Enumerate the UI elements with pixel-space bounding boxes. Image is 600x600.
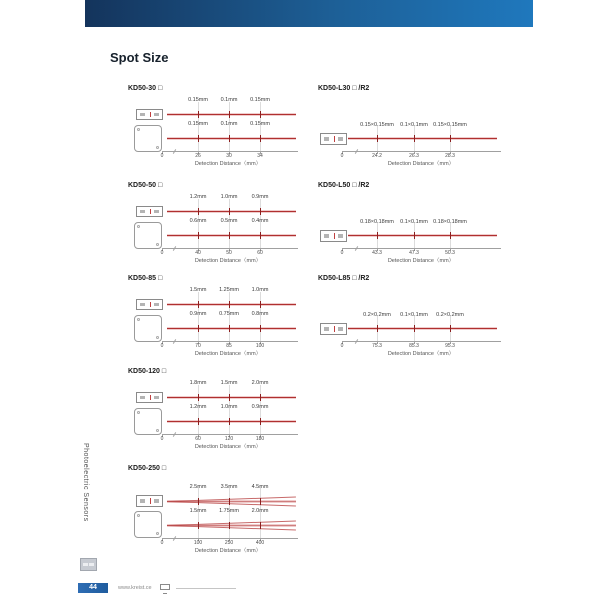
beam-line	[167, 211, 296, 212]
lens-mark	[140, 210, 145, 213]
beam-tick-mark	[260, 111, 261, 118]
beam-tick-mark	[198, 394, 199, 401]
spot-size-label: 0.9mm	[251, 194, 269, 200]
x-tick-label: 180	[255, 436, 265, 442]
detection-distance-label: Detection Distance（mm）	[387, 161, 455, 167]
lens-mark	[154, 303, 159, 306]
spot-size-label: 3.5mm	[220, 484, 238, 490]
chart-kd50-l50	[315, 182, 525, 277]
beam-line	[348, 138, 497, 139]
spot-size-label: 1.0mm	[251, 287, 269, 293]
lens-mark	[324, 137, 329, 141]
detection-distance-label: Detection Distance（mm）	[194, 548, 262, 554]
axis-origin-label: 0	[160, 436, 164, 442]
detection-distance-label: Detection Distance（mm）	[387, 351, 455, 357]
spot-size-label: 1.5mm	[189, 287, 207, 293]
beam-tick-mark	[260, 325, 261, 332]
emitter-mark	[150, 112, 151, 117]
detection-distance-label: Detection Distance（mm）	[194, 161, 262, 167]
emitter-mark	[334, 136, 335, 142]
emitter-mark	[150, 302, 151, 307]
beam-tick-mark	[198, 208, 199, 215]
spot-size-label: 2.5mm	[189, 484, 207, 490]
footer-website: www.kreist.ce	[118, 585, 152, 591]
chart-kd50-85	[110, 275, 315, 370]
footer-rule	[176, 588, 236, 589]
sensor-front-icon	[136, 392, 163, 403]
chart-title: KD50-50 □	[128, 182, 163, 189]
screw-detail	[156, 146, 159, 149]
x-tick-label: 70	[195, 343, 201, 349]
sensor-side-icon	[134, 315, 162, 342]
spot-size-label: 0.9mm	[189, 311, 207, 317]
x-axis-line	[162, 341, 298, 342]
laser-sensor-icon	[320, 133, 347, 145]
screw-detail	[137, 514, 140, 517]
spot-size-label: 0.1×0.1mm	[400, 219, 428, 225]
spot-size-label: 0.1mm	[220, 121, 238, 127]
spot-size-label: 0.18×0.18mm	[360, 219, 394, 225]
beam-tick-mark	[229, 522, 230, 529]
laser-sensor-icon	[320, 323, 347, 335]
screw-detail	[156, 243, 159, 246]
beam-line	[167, 328, 296, 329]
beam-tick-mark	[414, 325, 415, 332]
chart-title: KD50-120 □	[128, 368, 167, 375]
spot-size-label: 0.15×0.15mm	[433, 122, 467, 128]
spot-size-label: 0.2×0.2mm	[363, 312, 391, 318]
beam-tick-mark	[229, 111, 230, 118]
screw-detail	[137, 411, 140, 414]
spot-size-label: 1.2mm	[189, 404, 207, 410]
spot-size-label: 0.15mm	[250, 97, 270, 103]
axis-origin-label: 0	[340, 153, 344, 159]
x-tick-label: 43.3	[372, 250, 382, 256]
emitter-mark	[150, 395, 151, 400]
lens-mark	[338, 327, 343, 331]
sensor-front-icon	[136, 495, 163, 507]
sensor-side-icon	[134, 408, 162, 435]
x-tick-label: 100	[255, 343, 265, 349]
detection-distance-label: Detection Distance（mm）	[194, 351, 262, 357]
chart-title: KD50-L50 □ /R2	[318, 182, 370, 189]
sensor-side-icon	[134, 125, 162, 152]
spot-size-label: 1.25mm	[219, 287, 239, 293]
beam-tick-mark	[198, 111, 199, 118]
x-tick-label: 60	[195, 436, 201, 442]
beam-tick-mark	[260, 394, 261, 401]
spot-size-label: 0.6mm	[189, 218, 207, 224]
beam-tick-mark	[260, 135, 261, 142]
spot-size-label: 1.0mm	[220, 404, 238, 410]
x-tick-label: 24.2	[372, 153, 382, 159]
beam-line	[167, 138, 296, 139]
beam-line	[348, 235, 497, 236]
spot-size-label: 1.0mm	[220, 194, 238, 200]
chart-title: KD50-250 □	[128, 465, 167, 472]
chart-kd50-l30	[315, 85, 525, 180]
screw-detail	[137, 318, 140, 321]
spot-size-label: 0.4mm	[251, 218, 269, 224]
beam-tick-mark	[377, 325, 378, 332]
screw-detail	[137, 225, 140, 228]
beam-tick-mark	[198, 522, 199, 529]
lens-mark	[154, 499, 159, 503]
lens-mark	[154, 396, 159, 399]
beam-center-line	[167, 525, 296, 526]
spot-size-label: 4.5mm	[251, 484, 269, 490]
spot-size-label: 0.1×0.1mm	[400, 312, 428, 318]
x-tick-label: 100	[193, 540, 203, 546]
x-axis-line	[342, 248, 501, 249]
spot-size-label: 0.2×0.2mm	[436, 312, 464, 318]
beam-tick-mark	[260, 232, 261, 239]
beam-tick-mark	[377, 232, 378, 239]
beam-tick-mark	[414, 232, 415, 239]
lens-mark	[140, 499, 145, 503]
beam-tick-mark	[198, 301, 199, 308]
beam-tick-mark	[229, 208, 230, 215]
beam-tick-mark	[229, 394, 230, 401]
lens-mark	[338, 234, 343, 238]
x-tick-label: 250	[224, 540, 234, 546]
page-heading: Spot Size	[110, 50, 169, 65]
sensor-front-icon	[136, 109, 163, 120]
spot-size-label: 1.75mm	[219, 508, 239, 514]
screw-detail	[137, 128, 140, 131]
beam-line	[167, 397, 296, 398]
spot-size-label: 2.0mm	[251, 380, 269, 386]
x-axis-line	[342, 151, 501, 152]
beam-tick-mark	[450, 135, 451, 142]
spot-size-label: 1.5mm	[189, 508, 207, 514]
beam-tick-mark	[198, 232, 199, 239]
x-tick-label: 30	[226, 153, 232, 159]
x-tick-label: 50	[226, 250, 232, 256]
spot-size-label: 0.15mm	[188, 97, 208, 103]
lens-mark	[338, 137, 343, 141]
x-axis-line	[162, 434, 298, 435]
emitter-mark	[150, 209, 151, 214]
spot-size-label: 1.2mm	[189, 194, 207, 200]
detection-distance-label: Detection Distance（mm）	[387, 258, 455, 264]
beam-line	[348, 328, 497, 329]
beam-tick-mark	[198, 418, 199, 425]
x-tick-label: 50.3	[445, 250, 455, 256]
beam-tick-mark	[377, 135, 378, 142]
emitter-mark	[150, 498, 151, 504]
emitter-mark	[334, 326, 335, 332]
chart-title: KD50-L30 □ /R2	[318, 85, 370, 92]
spot-size-label: 0.1×0.1mm	[400, 122, 428, 128]
beam-tick-mark	[260, 208, 261, 215]
chart-title: KD50-L85 □ /R2	[318, 275, 370, 282]
laser-sensor-icon	[320, 230, 347, 242]
axis-origin-label: 0	[160, 540, 164, 546]
lens-mark	[140, 396, 145, 399]
beam-tick-mark	[229, 498, 230, 505]
spot-size-label: 0.9mm	[251, 404, 269, 410]
beam-tick-mark	[229, 232, 230, 239]
chart-kd50-250	[110, 465, 315, 568]
beam-center-line	[167, 501, 296, 502]
chart-kd50-50	[110, 182, 315, 277]
x-axis-line	[162, 151, 298, 152]
header-gradient-bar	[85, 0, 533, 27]
x-tick-label: 34	[257, 153, 263, 159]
chart-title: KD50-30 □	[128, 85, 163, 92]
axis-origin-label: 0	[160, 153, 164, 159]
x-tick-label: 26.3	[409, 153, 419, 159]
x-tick-label: 400	[255, 540, 265, 546]
chart-title: KD50-85 □	[128, 275, 163, 282]
spot-size-label: 1.8mm	[189, 380, 207, 386]
beam-line	[167, 304, 296, 305]
screw-detail	[156, 429, 159, 432]
sensor-front-icon	[136, 206, 163, 217]
sensor-side-icon	[134, 511, 162, 538]
axis-origin-label: 0	[340, 343, 344, 349]
beam-line	[167, 421, 296, 422]
spot-size-label: 2.0mm	[251, 508, 269, 514]
beam-line	[167, 235, 296, 236]
screw-detail	[156, 336, 159, 339]
spot-size-label: 0.5mm	[220, 218, 238, 224]
spot-size-label: 0.8mm	[251, 311, 269, 317]
chart-kd50-l85	[315, 275, 525, 370]
beam-tick-mark	[198, 498, 199, 505]
beam-tick-mark	[450, 325, 451, 332]
lens-mark	[324, 327, 329, 331]
monitor-icon	[160, 584, 170, 590]
spot-size-label: 0.18×0.18mm	[433, 219, 467, 225]
detection-distance-label: Detection Distance（mm）	[194, 444, 262, 450]
beam-tick-mark	[229, 135, 230, 142]
screw-detail	[156, 532, 159, 535]
beam-tick-mark	[229, 301, 230, 308]
x-tick-label: 60	[257, 250, 263, 256]
x-tick-label: 40	[195, 250, 201, 256]
lens-mark	[154, 113, 159, 116]
sensor-category-icon	[80, 558, 97, 571]
x-tick-label: 85	[226, 343, 232, 349]
beam-tick-mark	[198, 325, 199, 332]
beam-tick-mark	[450, 232, 451, 239]
x-tick-label: 26	[195, 153, 201, 159]
spot-size-label: 0.75mm	[219, 311, 239, 317]
beam-tick-mark	[229, 418, 230, 425]
beam-tick-mark	[260, 498, 261, 505]
sidebar-vertical-label: Photoelectric Sensors	[82, 443, 89, 522]
x-tick-label: 47.3	[409, 250, 419, 256]
x-tick-label: 75.3	[372, 343, 382, 349]
lens-mark	[140, 303, 145, 306]
x-tick-label: 85.3	[409, 343, 419, 349]
x-tick-label: 120	[224, 436, 234, 442]
beam-tick-mark	[260, 418, 261, 425]
chart-kd50-30	[110, 85, 315, 180]
x-axis-line	[162, 538, 298, 539]
chart-kd50-120	[110, 368, 315, 463]
spot-size-label: 0.1mm	[220, 97, 238, 103]
emitter-mark	[334, 233, 335, 239]
x-axis-line	[162, 248, 298, 249]
sensor-front-icon	[136, 299, 163, 310]
sensor-side-icon	[134, 222, 162, 249]
spot-size-label: 0.15×0.15mm	[360, 122, 394, 128]
lens-mark	[324, 234, 329, 238]
beam-tick-mark	[414, 135, 415, 142]
spot-size-label: 1.5mm	[220, 380, 238, 386]
spot-size-label: 0.15mm	[188, 121, 208, 127]
beam-line	[167, 114, 296, 115]
x-axis-line	[342, 341, 501, 342]
axis-origin-label: 0	[340, 250, 344, 256]
footer-page-number: 44	[78, 583, 108, 593]
lens-mark	[140, 113, 145, 116]
x-tick-label: 28.3	[445, 153, 455, 159]
lens-mark	[154, 210, 159, 213]
beam-tick-mark	[198, 135, 199, 142]
axis-origin-label: 0	[160, 343, 164, 349]
spot-size-label: 0.15mm	[250, 121, 270, 127]
beam-tick-mark	[260, 522, 261, 529]
axis-origin-label: 0	[160, 250, 164, 256]
detection-distance-label: Detection Distance（mm）	[194, 258, 262, 264]
beam-tick-mark	[229, 325, 230, 332]
x-tick-label: 95.3	[445, 343, 455, 349]
beam-tick-mark	[260, 301, 261, 308]
